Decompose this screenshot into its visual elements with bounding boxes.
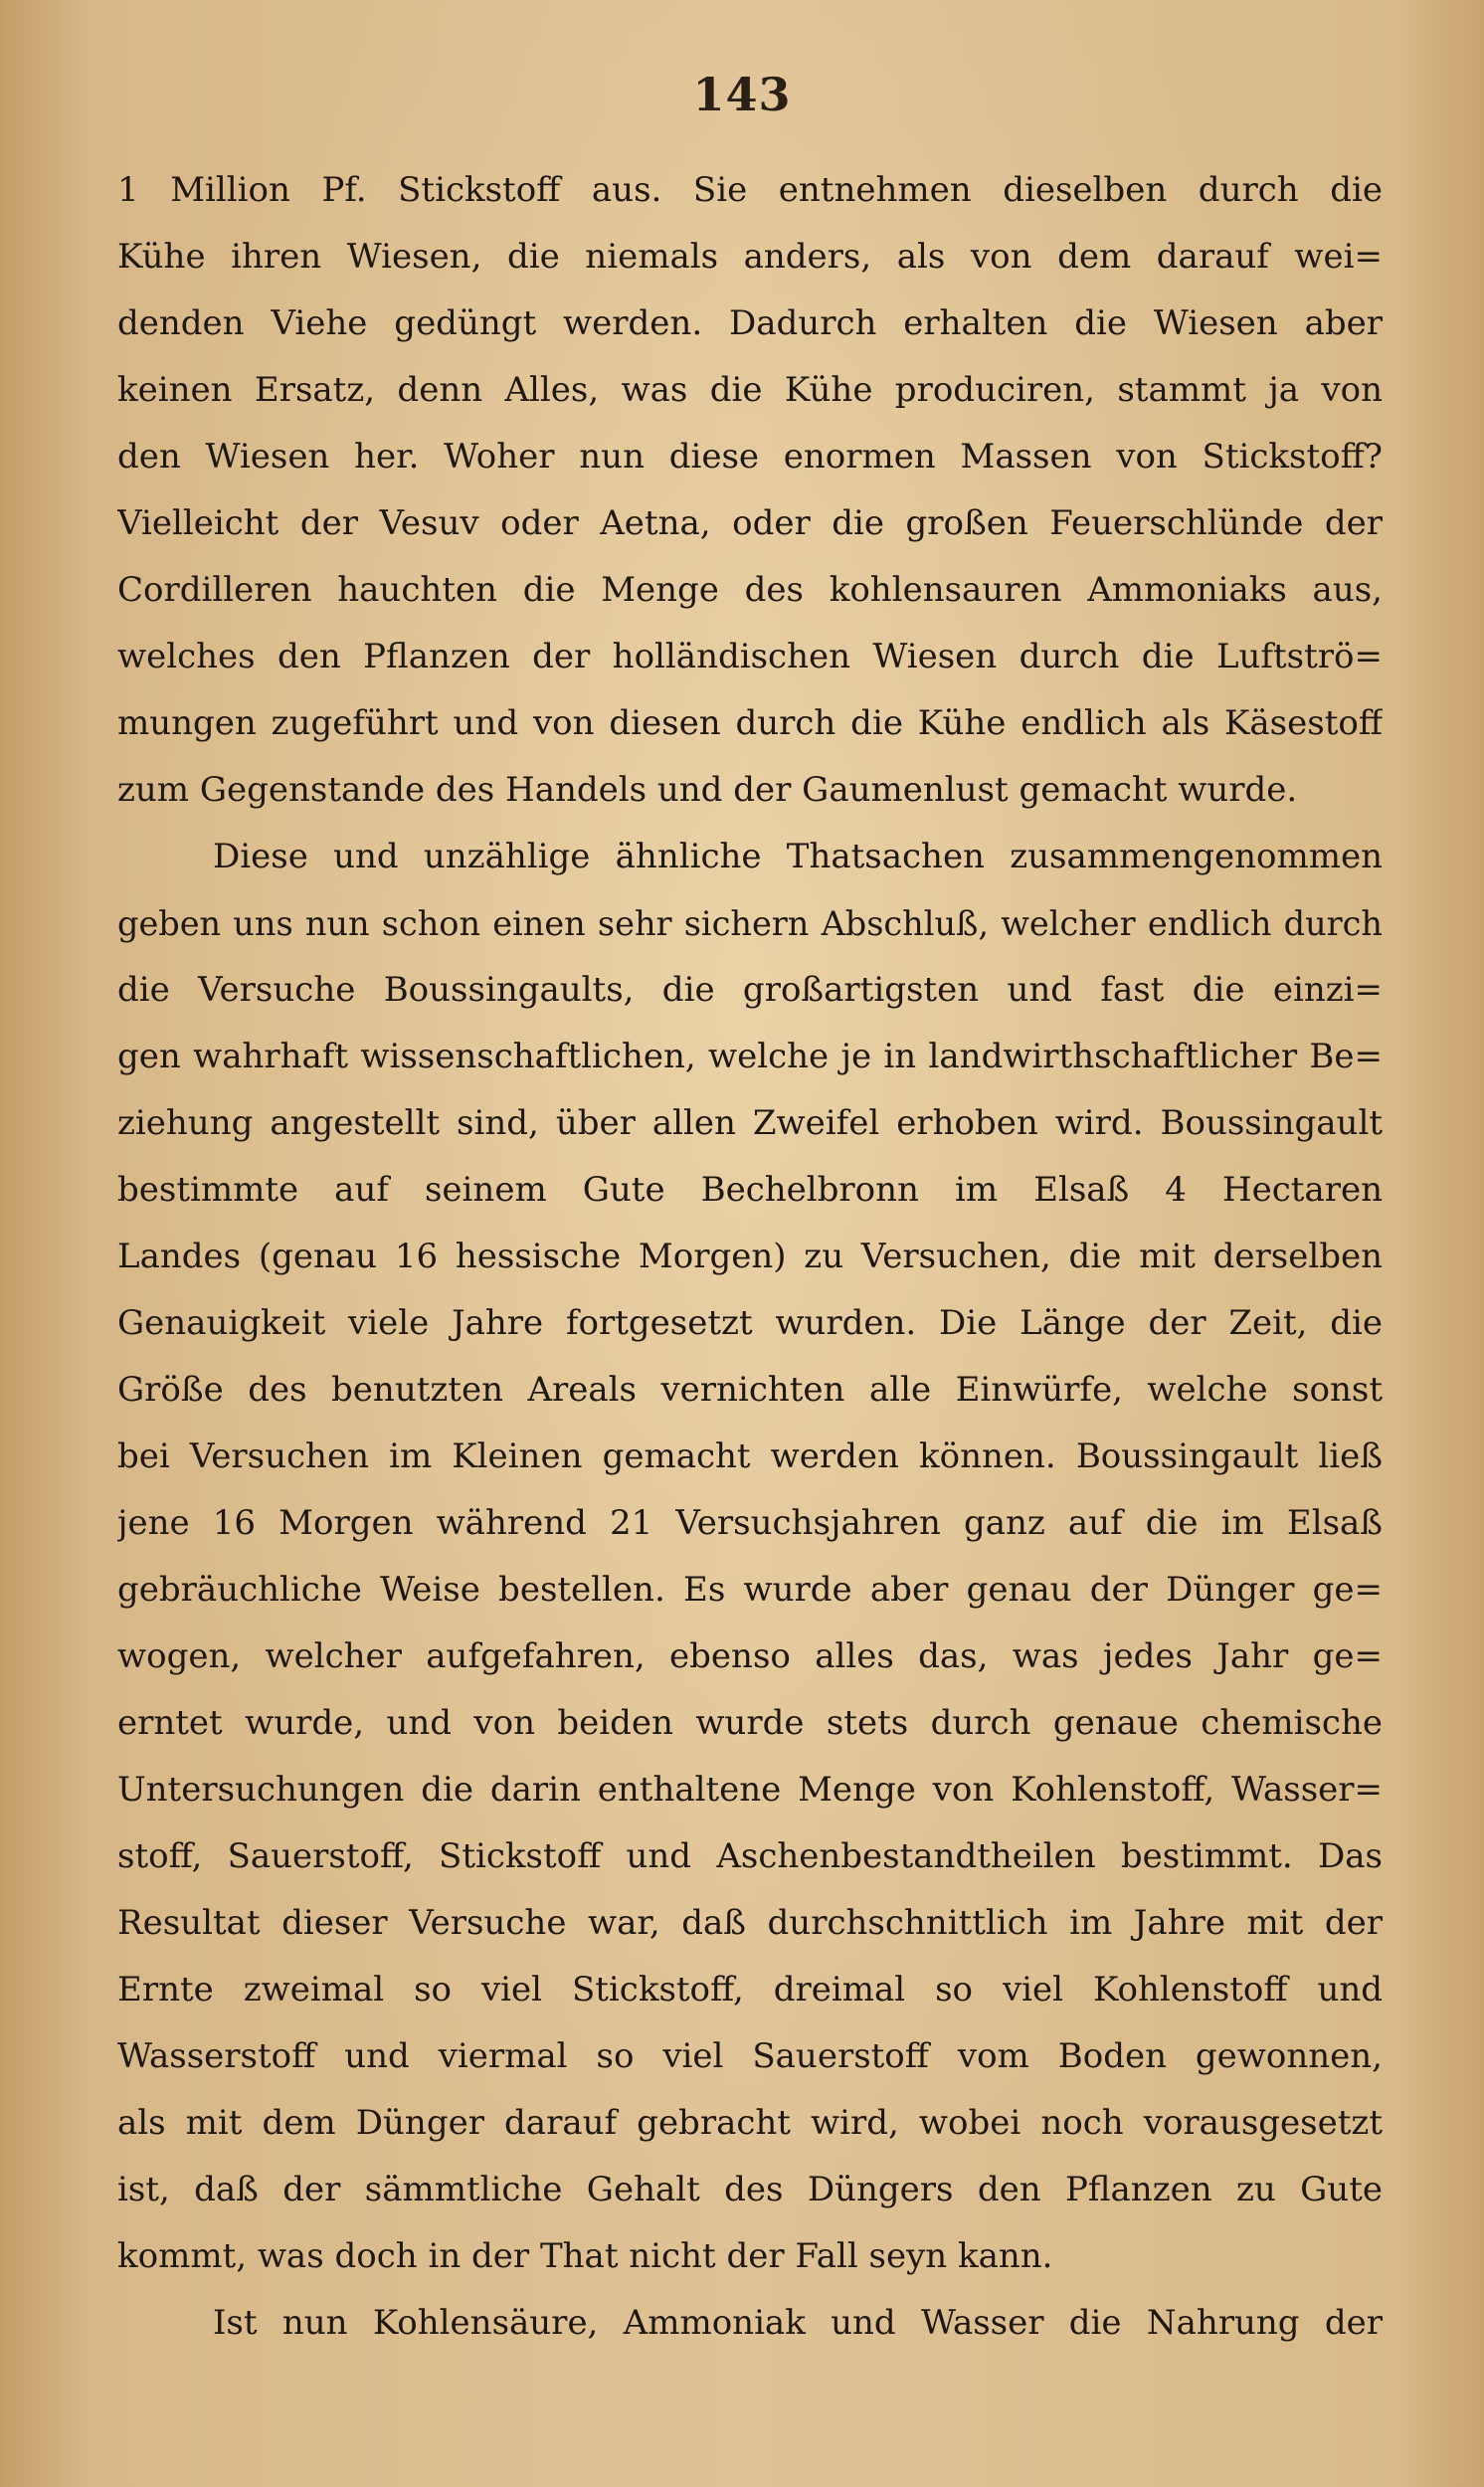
text-line: den Wiesen her. Woher nun diese enormen Massen von Stickstoff? [117, 437, 1383, 477]
text-line: ist, daß der sämmtliche Gehalt des Düngers den Pflanzen zu Gute [117, 2170, 1383, 2209]
text-line: bestimmte auf seinem Gute Bechelbronn im Elsaß 4 Hectaren [117, 1170, 1383, 1210]
text-line: Wasserstoff und viermal so viel Sauerstoff vom Boden gewonnen, [117, 2036, 1383, 2076]
text-line: keinen Ersatz, denn Alles, was die Kühe produciren, stammt ja von [117, 370, 1383, 410]
text-line: Resultat dieser Versuche war, daß durchschnittlich im Jahre mit der [117, 1903, 1383, 1943]
body-text [117, 157, 1383, 2357]
text-line: Vielleicht der Vesuv oder Aetna, oder die großen Feuerschlünde der [117, 503, 1383, 543]
text-line: Untersuchungen die darin enthaltene Menge von Kohlenstoff, Wasser= [117, 1770, 1383, 1810]
text-line: Landes (genau 16 hessische Morgen) zu Versuchen, die mit derselben [117, 1237, 1383, 1276]
text-line: Größe des benutzten Areals vernichten alle Einwürfe, welche sonst [117, 1370, 1383, 1410]
text-line: Diese und unzählige ähnliche Thatsachen zusammengenommen [213, 837, 1383, 876]
text-line: Genauigkeit viele Jahre fortgesetzt wurden. Die Länge der Zeit, die [117, 1303, 1383, 1343]
text-line: welches den Pflanzen der holländischen Wiesen durch die Luftströ= [117, 637, 1383, 676]
text-line: Ist nun Kohlensäure, Ammoniak und Wasser die Nahrung der [213, 2303, 1383, 2343]
text-line: jene 16 Morgen während 21 Versuchsjahren ganz auf die im Elsaß [117, 1503, 1383, 1543]
text-line: erntet wurde, und von beiden wurde stets durch genaue chemische [117, 1703, 1383, 1743]
text-line: wogen, welcher aufgefahren, ebenso alles das, was jedes Jahr ge= [117, 1636, 1383, 1676]
text-line: 1 Million Pf. Stickstoff aus. Sie entnehmen dieselben durch die [117, 170, 1383, 210]
text-line: bei Versuchen im Kleinen gemacht werden können. Boussingault ließ [117, 1436, 1383, 1476]
text-line: kommt, was doch in der That nicht der Fall seyn kann. [117, 2236, 1053, 2276]
text-line: geben uns nun schon einen sehr sichern Abschluß, welcher endlich durch [117, 904, 1383, 943]
text-line: die Versuche Boussingaults, die großartigsten und fast die einzi= [117, 970, 1383, 1010]
page-number: 143 [692, 68, 792, 121]
text-line: als mit dem Dünger darauf gebracht wird, wobei noch vorausgesetzt [117, 2103, 1383, 2143]
text-line: zum Gegenstande des Handels und der Gaumenlust gemacht wurde. [117, 770, 1298, 810]
text-line: mungen zugeführt und von diesen durch die Kühe endlich als Käsestoff [117, 703, 1383, 743]
text-line: ziehung angestellt sind, über allen Zweifel erhoben wird. Boussingault [117, 1103, 1383, 1143]
text-line: Ernte zweimal so viel Stickstoff, dreimal so viel Kohlenstoff und [117, 1970, 1383, 2009]
text-line: denden Viehe gedüngt werden. Dadurch erhalten die Wiesen aber [117, 303, 1383, 343]
text-line: Cordilleren hauchten die Menge des kohlensauren Ammoniaks aus, [117, 570, 1383, 610]
text-line: gen wahrhaft wissenschaftlichen, welche je in landwirthschaftlicher Be= [117, 1037, 1383, 1076]
text-line: stoff, Sauerstoff, Stickstoff und Aschenbestandtheilen bestimmt. Das [117, 1836, 1383, 1876]
text-line: Kühe ihren Wiesen, die niemals anders, als von dem darauf wei= [117, 237, 1383, 277]
text-line: gebräuchliche Weise bestellen. Es wurde aber genau der Dünger ge= [117, 1570, 1383, 1610]
